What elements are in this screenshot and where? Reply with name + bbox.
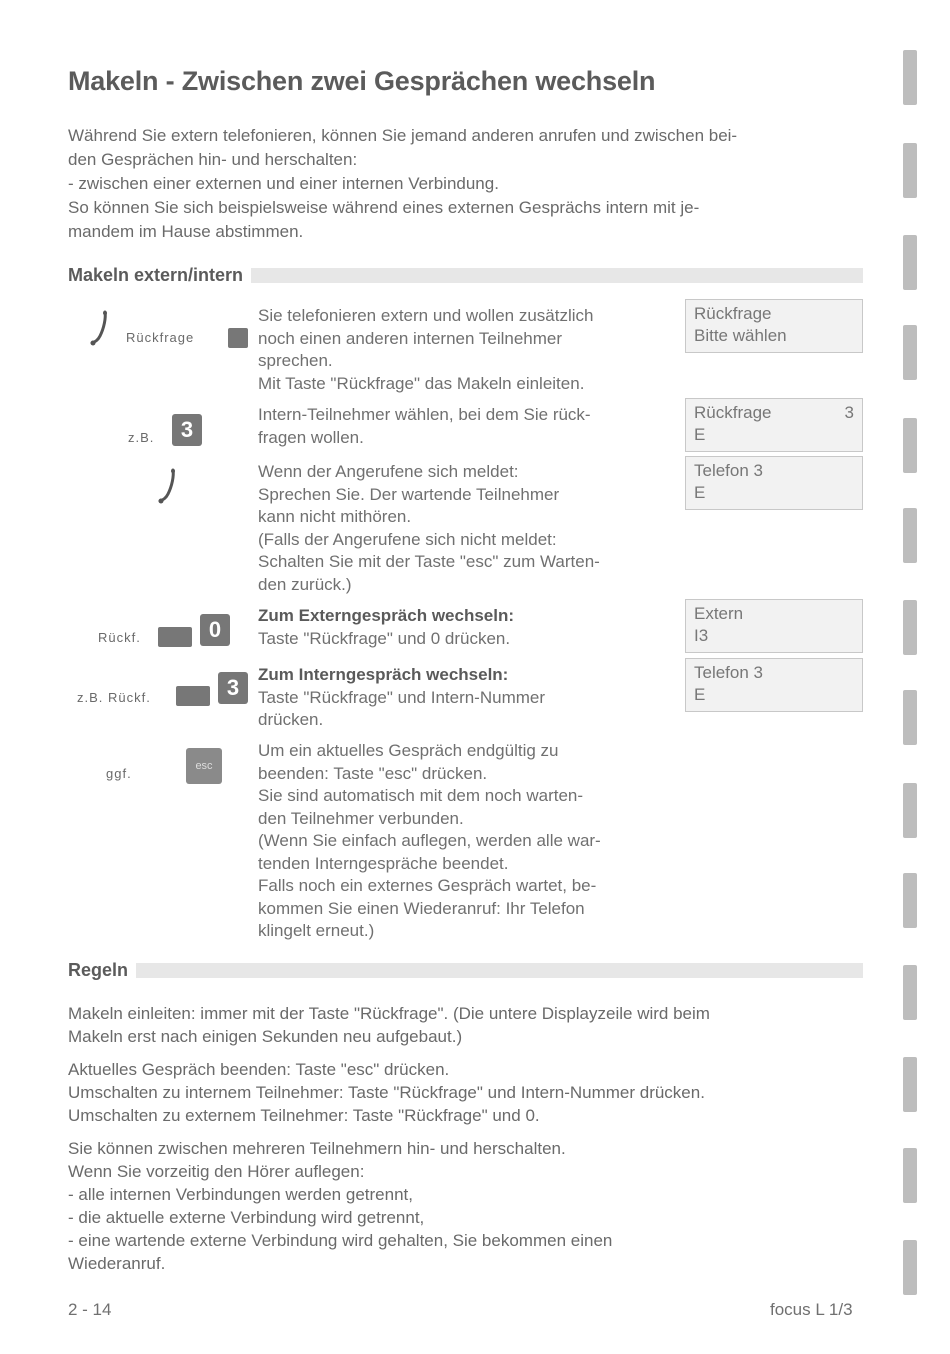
rule-line: Makeln erst nach einigen Sekunden neu aufgebaut.) <box>68 1027 463 1046</box>
step-line: beenden: Taste "esc" drücken. <box>258 763 488 783</box>
step-line: Taste "Rückfrage" und Intern-Nummer <box>258 687 546 707</box>
display-line: Extern <box>694 604 744 623</box>
register-tab <box>903 873 917 928</box>
register-tab <box>903 1240 917 1295</box>
intro-text <box>68 124 868 244</box>
display-line: E <box>694 425 706 444</box>
step-line: (Falls der Angerufene sich nicht meldet: <box>258 529 557 549</box>
step-line: drücken. <box>258 710 324 729</box>
section-bar <box>136 963 863 978</box>
handset-talk-icon <box>156 468 182 504</box>
rule-line: Makeln einleiten: immer mit der Taste "Rückfrage". (Die untere Displayzeile wird beim <box>68 1004 710 1023</box>
digit-3-key[interactable]: 3 <box>172 414 202 446</box>
section-heading-makeln <box>68 265 863 286</box>
example-label: z.B. <box>128 430 155 445</box>
intro-line: - zwischen einer externen und einer internen Verbindung. <box>68 174 499 193</box>
handset-lift-icon <box>88 310 114 346</box>
display-telefon-3 <box>685 456 863 510</box>
step-line: klingelt erneut.) <box>258 921 375 940</box>
display-line: E <box>694 483 706 502</box>
display-line: Telefon 3 <box>694 663 763 682</box>
page-title: Makeln - Zwischen zwei Gesprächen wechseln <box>68 66 656 96</box>
display-extern <box>685 599 863 653</box>
register-tab <box>903 143 917 198</box>
intro-line: Während Sie extern telefonieren, können Sie jemand anderen anrufen und zwischen bei- <box>68 126 738 145</box>
rules-paragraph-2 <box>68 1058 705 1127</box>
register-tab <box>903 508 917 563</box>
rueckfrage-key[interactable] <box>176 686 210 706</box>
step-line: Um ein aktuelles Gespräch endgültig zu <box>258 741 559 760</box>
rule-line: - eine wartende externe Verbindung wird gehalten, Sie bekommen einen <box>68 1231 613 1250</box>
display-line: I3 <box>694 626 709 645</box>
step-4-text <box>258 605 514 650</box>
display-line: Rückfrage <box>694 403 772 422</box>
rule-line: Sie können zwischen mehreren Teilnehmern hin- und herschalten. <box>68 1139 566 1158</box>
display-rueckfrage <box>685 299 863 353</box>
key-label-ggf: ggf. <box>106 766 132 781</box>
step-line: Falls noch ein externes Gespräch wartet, be- <box>258 876 597 895</box>
step-line: kann nicht mithören. <box>258 507 412 526</box>
rule-line: Aktuelles Gespräch beenden: Taste "esc" drücken. <box>68 1060 450 1079</box>
register-tab <box>903 50 917 105</box>
register-tab <box>903 418 917 473</box>
step-line: Sie sind automatisch mit dem noch warten- <box>258 786 584 805</box>
section-title: Regeln <box>68 960 129 980</box>
step-line: Sie telefonieren extern und wollen zusätzlich <box>258 306 594 325</box>
step-line: den zurück.) <box>258 574 352 594</box>
rules-paragraph-3 <box>68 1137 612 1275</box>
product-name: focus L 1/3 <box>770 1300 853 1319</box>
display-number: 3 <box>844 403 854 422</box>
display-line: Rückfrage <box>694 304 772 323</box>
key-label-zb-rueckf: z.B. Rückf. <box>77 690 151 705</box>
display-line: Bitte wählen <box>694 326 787 345</box>
step-line: Intern-Teilnehmer wählen, bei dem Sie rück- <box>258 405 591 424</box>
step-line: tenden Interngespräche beendet. <box>258 853 509 873</box>
register-tab <box>903 783 917 838</box>
step-line: sprechen. <box>258 351 333 370</box>
step-line: den Teilnehmer verbunden. <box>258 808 464 828</box>
display-telefon-3-intern <box>685 658 863 712</box>
step-line: Wenn der Angerufene sich meldet: <box>258 462 519 481</box>
step-line: kommen Sie einen Wiederanruf: Ihr Telefon <box>258 898 585 918</box>
step-line: Schalten Sie mit der Taste "esc" zum Warten- <box>258 552 600 571</box>
key-label-rueckf: Rückf. <box>98 630 141 645</box>
step-line: fragen wollen. <box>258 427 364 447</box>
section-title: Makeln extern/intern <box>68 265 244 285</box>
step-line: Mit Taste "Rückfrage" das Makeln einleiten. <box>258 373 585 393</box>
display-rueckfrage-3 <box>685 398 863 452</box>
display-line: E <box>694 685 706 704</box>
rule-line: - die aktuelle externe Verbindung wird getrennt, <box>68 1208 425 1227</box>
display-line: Telefon 3 <box>694 461 763 480</box>
section-bar <box>251 268 863 283</box>
register-tab <box>903 600 917 655</box>
step-line: Taste "Rückfrage" und 0 drücken. <box>258 628 511 648</box>
page-number: 2 - 14 <box>68 1300 112 1319</box>
step-1-text <box>258 305 593 395</box>
esc-key[interactable]: esc <box>186 748 222 784</box>
step-3-text <box>258 461 600 596</box>
step-line: noch einen anderen internen Teilnehmer <box>258 328 563 348</box>
step-line: (Wenn Sie einfach auflegen, werden alle war- <box>258 831 601 850</box>
rules-paragraph-1 <box>68 1002 710 1048</box>
rule-line: - alle internen Verbindungen werden getrennt, <box>68 1185 413 1204</box>
register-tab <box>903 235 917 290</box>
section-heading-regeln <box>68 960 863 981</box>
step-line: Sprechen Sie. Der wartende Teilnehmer <box>258 484 560 504</box>
register-tab <box>903 1057 917 1112</box>
register-tab <box>903 325 917 380</box>
key-label-rueckfrage: Rückfrage <box>126 330 195 345</box>
rule-line: Wiederanruf. <box>68 1254 166 1273</box>
digit-0-key[interactable]: 0 <box>200 614 230 646</box>
step-heading: Zum Interngespräch wechseln: <box>258 665 509 684</box>
intro-line: den Gesprächen hin- und herschalten: <box>68 150 358 169</box>
rueckfrage-key[interactable] <box>228 328 248 348</box>
intro-line: So können Sie sich beispielsweise während eines externen Gesprächs intern mit je- <box>68 198 700 217</box>
step-5-text <box>258 664 545 732</box>
rueckfrage-key[interactable] <box>158 627 192 647</box>
register-tab <box>903 690 917 745</box>
rule-line: Wenn Sie vorzeitig den Hörer auflegen: <box>68 1162 365 1181</box>
step-2-text <box>258 404 591 449</box>
step-heading: Zum Externgespräch wechseln: <box>258 606 515 625</box>
intro-line: mandem im Hause abstimmen. <box>68 222 304 241</box>
register-tab <box>903 965 917 1020</box>
step-6-text <box>258 740 601 943</box>
register-tab <box>903 1148 917 1203</box>
rule-line: Umschalten zu externem Teilnehmer: Taste "Rückfrage" und 0. <box>68 1106 540 1125</box>
digit-3-key[interactable]: 3 <box>218 672 248 704</box>
rule-line: Umschalten zu internem Teilnehmer: Taste "Rückfrage" und Intern-Nummer drücken. <box>68 1083 705 1102</box>
